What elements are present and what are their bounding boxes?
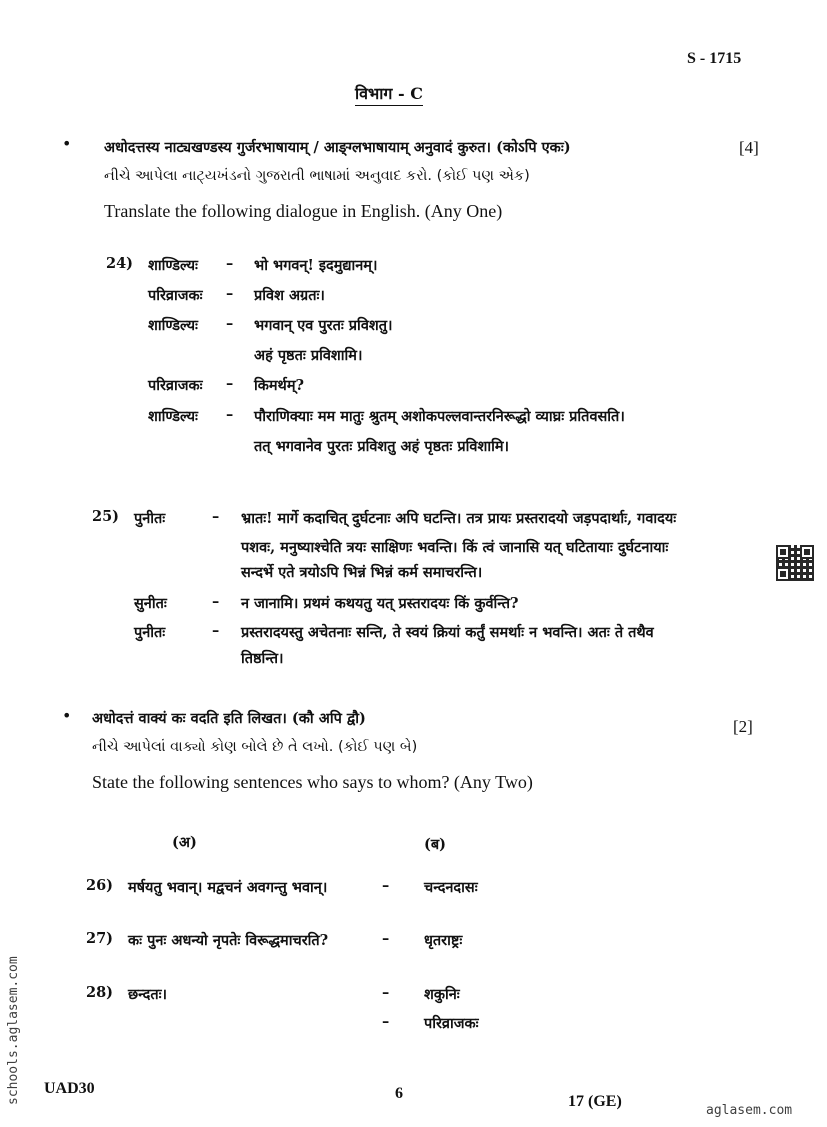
- q24-dash: –: [226, 375, 234, 392]
- q25-speaker: पुनीतः: [134, 510, 166, 527]
- q24-line: प्रविश अग्रतः।: [254, 287, 325, 304]
- q24-number: 24): [106, 255, 134, 272]
- side-watermark: schools.aglasem.com: [6, 956, 21, 1105]
- q24-speaker: शाण्डिल्यः: [148, 257, 198, 274]
- who-instr-sanskrit: अधोदत्तं वाक्यं कः वदति इति लिखत। (कौ अपि द्वौ): [92, 710, 366, 727]
- option-3: शकुनिः: [424, 986, 460, 1003]
- column-b-header: (ब): [424, 836, 447, 853]
- q25-line: प्रस्तरादयस्तु अचेतनाः सन्ति, ते स्वयं क्रियां कर्तुं समर्थाः न भवन्ति। अतः ते तथैव: [241, 624, 654, 641]
- q24-line: तत् भगवानेव पुरतः प्रविशतु अहं पृष्ठतः प्रविशामि।: [254, 438, 510, 455]
- q27-dash: –: [382, 930, 390, 947]
- translate-instr-english: Translate the following dialogue in English. (Any One): [104, 201, 503, 221]
- translate-instr-gujarati: નીચે આપેલા નાટ્યખંડનો ગુજરાતી ભાષામાં અનુવાદ કરો. (કોઈ પણ એક): [104, 168, 530, 184]
- q24-dash: –: [226, 406, 234, 423]
- q24-speaker: परिव्राजकः: [148, 377, 203, 394]
- q24-dash: –: [226, 285, 234, 302]
- option-2: धृतराष्ट्रः: [424, 932, 463, 949]
- q26-dash: –: [382, 877, 390, 894]
- translate-marks: [4]: [739, 138, 759, 157]
- page-number: 6: [395, 1085, 403, 1102]
- q24-dash: –: [226, 315, 234, 332]
- option-4-dash: –: [382, 1013, 390, 1030]
- q25-line: न जानामि। प्रथमं कथयतु यत् प्रस्तरादयः किं कुर्वन्ति?: [241, 595, 519, 612]
- q25-dash: –: [212, 508, 220, 525]
- q24-speaker: शाण्डिल्यः: [148, 408, 198, 425]
- q24-line: अहं पृष्ठतः प्रविशामि।: [254, 347, 363, 364]
- q28-dash: –: [382, 984, 390, 1001]
- q25-line: भ्रातः! मार्गे कदाचित् दुर्घटनाः अपि घटन्ति। तत्र प्रायः प्रस्तरादयो जड़पदार्थाः, गवादयः: [241, 510, 677, 527]
- q25-speaker: पुनीतः: [134, 624, 166, 641]
- q25-line: तिष्ठन्ति।: [241, 650, 284, 667]
- translate-instr-sanskrit: अधोदत्तस्य नाट्यखण्डस्य गुर्जरभाषायाम् / आङ्ग्लभाषायाम् अनुवादं कुरुत। (कोऽपि एकः): [104, 139, 571, 156]
- paper-code: S - 1715: [687, 50, 742, 67]
- q27-number: 27): [86, 930, 114, 947]
- q24-speaker: परिव्राजकः: [148, 287, 203, 304]
- q24-line: भो भगवन्! इदमुद्यानम्।: [254, 257, 378, 274]
- who-marks: [2]: [733, 717, 753, 736]
- bullet-2: •: [62, 706, 72, 725]
- q25-number: 25): [92, 508, 120, 525]
- option-4: परिव्राजकः: [424, 1015, 479, 1032]
- who-instr-english: State the following sentences who says to whom? (Any Two): [92, 772, 533, 792]
- q26-number: 26): [86, 877, 114, 894]
- q26-sentence: मर्षयतु भवान्। मद्वचनं अवगन्तु भवान्।: [128, 879, 328, 896]
- footer-right-code: 17 (GE): [568, 1093, 622, 1110]
- q25-dash: –: [212, 622, 220, 639]
- section-title: विभाग - C: [355, 82, 423, 106]
- q24-line: किमर्थम्?: [254, 377, 304, 394]
- column-a-header: (अ): [172, 834, 197, 851]
- option-1: चन्दनदासः: [424, 879, 478, 896]
- q28-sentence: छन्दतः।: [128, 986, 168, 1003]
- q27-sentence: कः पुनः अधन्यो नृपतेः विरूद्धमाचरति?: [128, 932, 329, 949]
- q28-number: 28): [86, 984, 114, 1001]
- bullet-1: •: [62, 134, 72, 153]
- q24-line: भगवान् एव पुरतः प्रविशतु।: [254, 317, 393, 334]
- watermark: aglasem.com: [706, 1103, 793, 1118]
- q25-speaker: सुनीतः: [134, 595, 167, 612]
- qr-code-icon: [776, 545, 814, 581]
- who-instr-gujarati: નીચે આપેલાં વાક્યો કોણ બોલે છે તે લખો. (કોઈ પણ બે): [92, 739, 418, 755]
- q25-line: सन्दर्भे एते त्रयोऽपि भिन्नं भिन्नं कर्म समाचरन्ति।: [241, 564, 483, 581]
- q24-speaker: शाण्डिल्यः: [148, 317, 198, 334]
- q24-line: पौराणिक्याः मम मातुः श्रुतम् अशोकपल्लवान्तरनिरूद्धो व्याघ्रः प्रतिवसति।: [254, 408, 625, 425]
- q25-dash: –: [212, 593, 220, 610]
- q24-dash: –: [226, 255, 234, 272]
- q25-line: पशवः, मनुष्याश्चेति त्रयः साक्षिणः भवन्ति। किं त्वं जानासि यत् घटितायाः दुर्घटनायाः: [241, 539, 669, 556]
- footer-left-code: UAD30: [44, 1080, 95, 1097]
